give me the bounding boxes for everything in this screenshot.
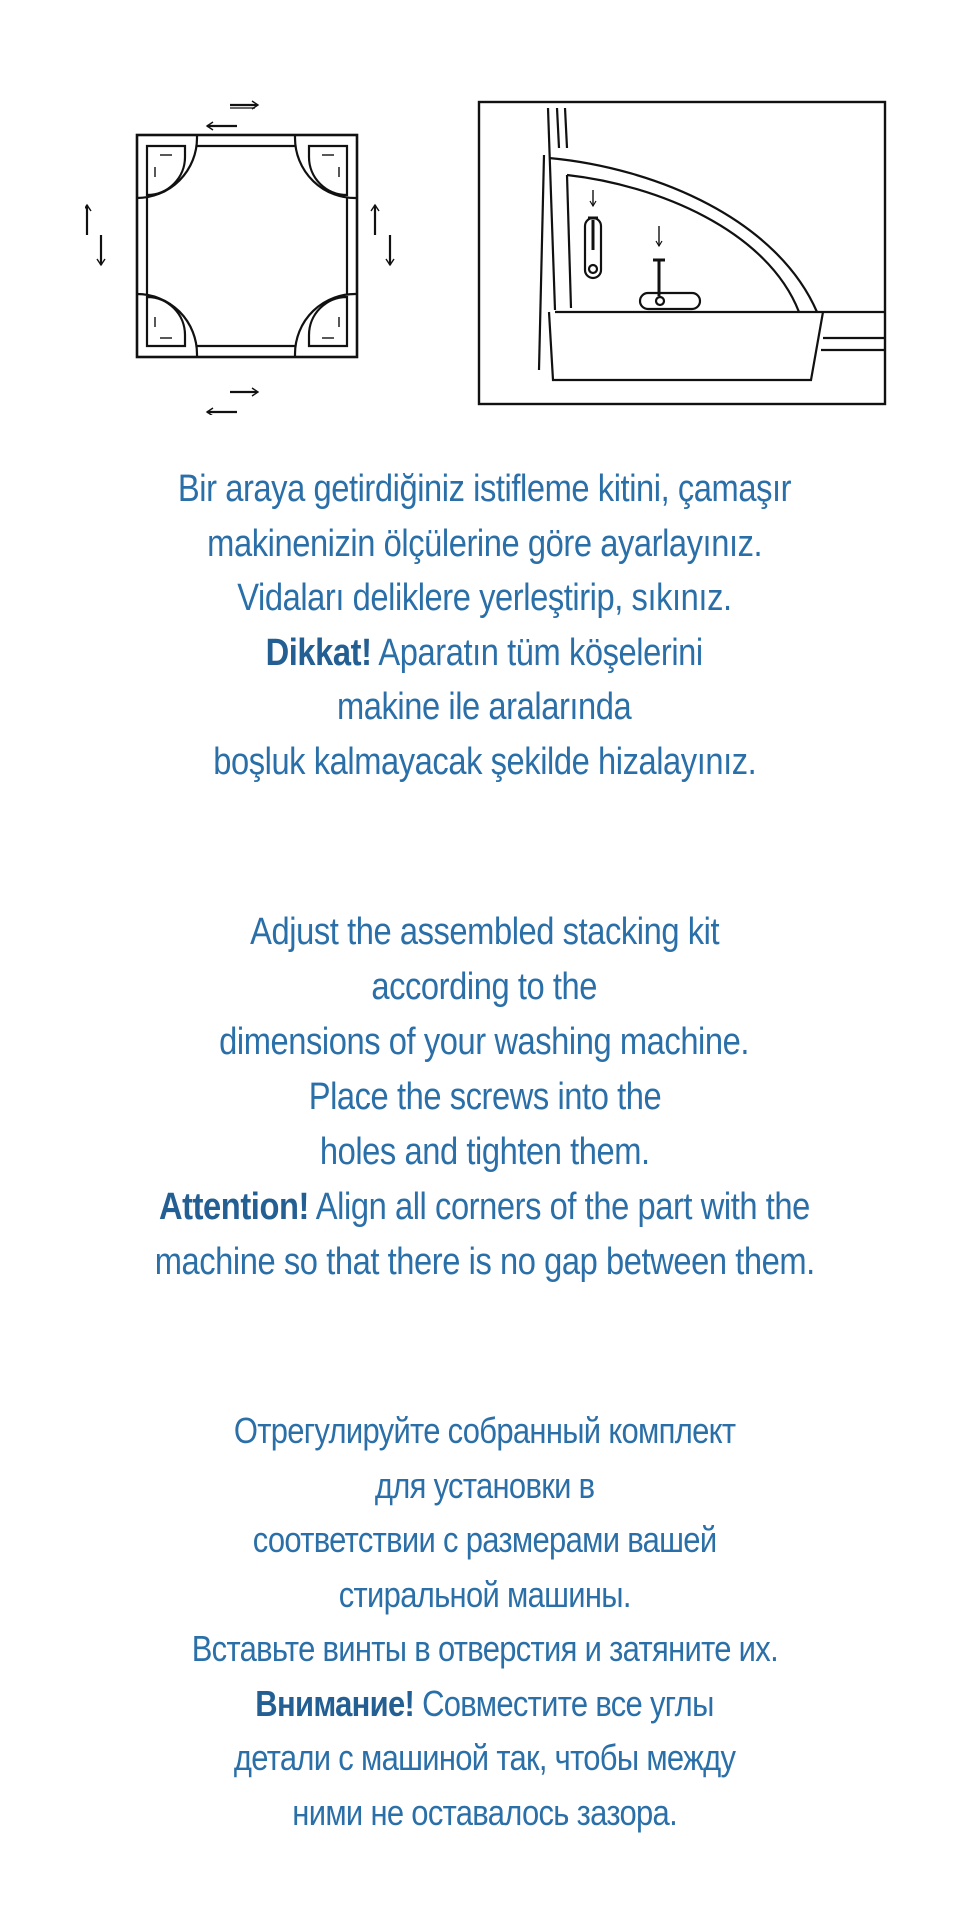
instruction-line: детали с машиной так, чтобы между xyxy=(233,1737,736,1778)
instruction-line: стиральной машины. xyxy=(338,1573,631,1615)
corner-bracket-screw-diagram xyxy=(477,100,887,406)
instruction-line: Вставьте винты в отверстия и затяните их. xyxy=(191,1628,778,1669)
instruction-line: makinenizin ölçülerine göre ayarlayınız. xyxy=(207,522,762,565)
instruction-line: boşluk kalmayacak şekilde hizalayınız. xyxy=(212,740,757,783)
arrow-right-icon xyxy=(230,101,258,109)
instructions-russian xyxy=(0,1404,969,1840)
instruction-line: Align all corners of the part with the xyxy=(309,1186,810,1228)
instruction-line: holes and tighten them. xyxy=(319,1131,650,1173)
instruction-line: makine ile aralarında xyxy=(337,686,632,728)
warning-label: Внимание! xyxy=(255,1682,415,1724)
instruction-line: Bir araya getirdiğiniz istifleme kitini, çamaşır xyxy=(177,468,792,510)
instruction-line: machine so that there is no gap between them. xyxy=(154,1241,815,1283)
instruction-line: Отрегулируйте собранный комплект xyxy=(233,1410,736,1451)
instruction-line: ними не оставалось зазора. xyxy=(292,1791,677,1833)
instruction-line: Place the screws into the xyxy=(308,1076,661,1118)
instruction-line: Совместите все углы xyxy=(414,1682,714,1724)
stacking-frame-diagram xyxy=(85,95,445,415)
instruction-line: соответствии с размерами вашей xyxy=(252,1519,717,1560)
screw-icon xyxy=(640,226,700,309)
warning-label: Dikkat! xyxy=(265,631,372,674)
instruction-line: dimensions of your washing machine. xyxy=(219,1021,750,1063)
warning-label: Attention! xyxy=(159,1186,310,1228)
instruction-line: Aparatın tüm köşelerini xyxy=(371,631,704,674)
instructions-turkish xyxy=(0,462,969,789)
instructions-english xyxy=(0,905,969,1290)
instruction-line: according to the xyxy=(371,966,598,1008)
arrow-left-icon xyxy=(207,122,237,130)
instruction-line: Vidaları deliklere yerleştirip, sıkınız. xyxy=(237,577,732,619)
instruction-line: Adjust the assembled stacking kit xyxy=(250,911,719,953)
screw-icon xyxy=(585,190,601,278)
instruction-line: для установки в xyxy=(374,1464,595,1506)
